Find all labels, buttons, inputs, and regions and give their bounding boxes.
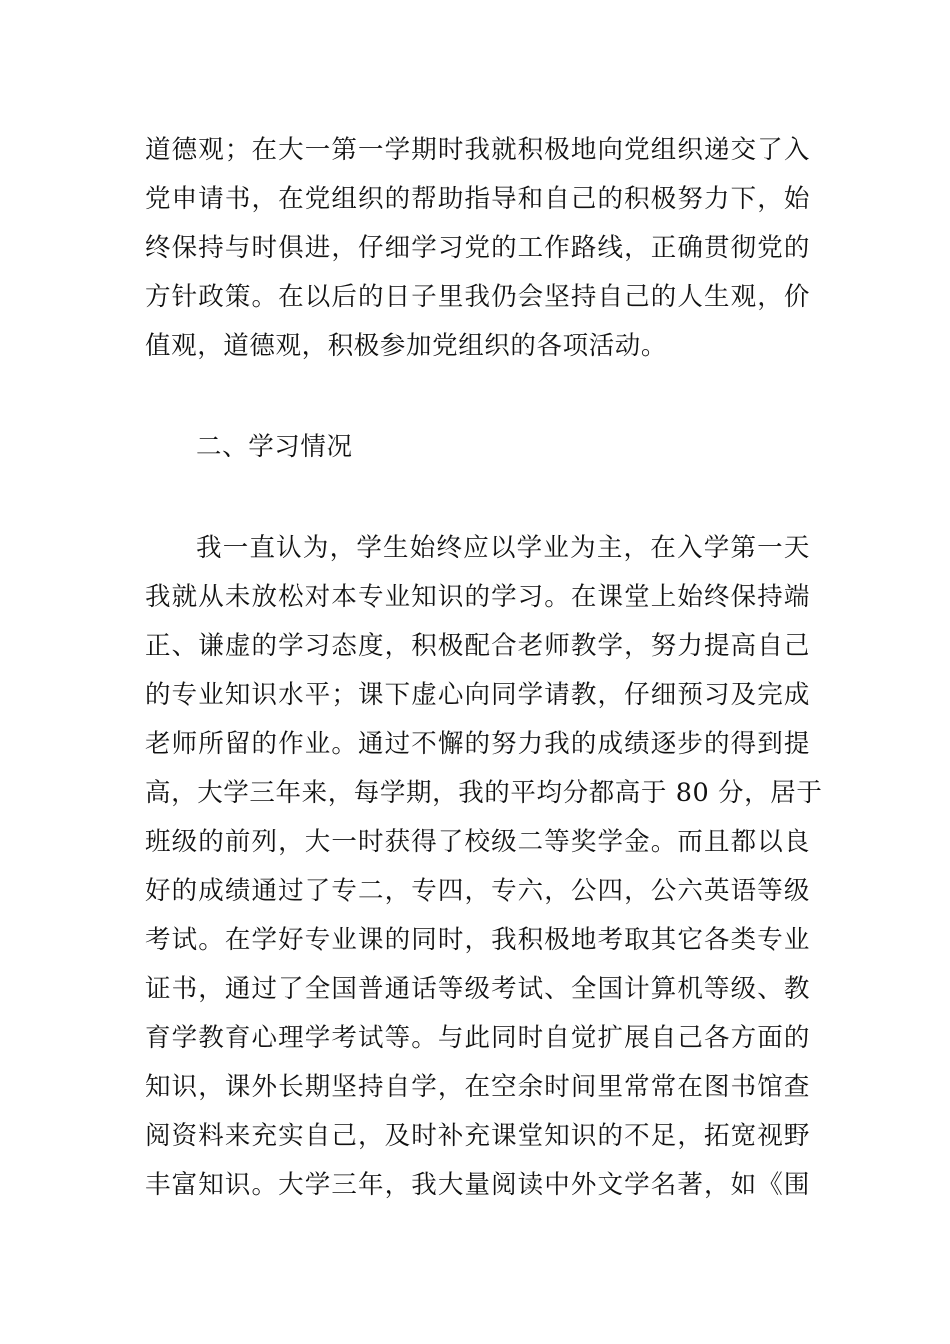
paragraph-line: 班级的前列，大一时获得了校级二等奖学金。而且都以良: [145, 827, 810, 857]
paragraph-line: 我就从未放松对本专业知识的学习。在课堂上始终保持端: [145, 582, 810, 612]
paragraph-line: 育学教育心理学考试等。与此同时自觉扩展自己各方面的: [145, 1023, 810, 1053]
paragraph-line: 知识，课外长期坚持自学，在空余时间里常常在图书馆查: [145, 1072, 810, 1102]
paragraph-line: 党申请书，在党组织的帮助指导和自己的积极努力下，始: [145, 184, 810, 214]
paragraph-line: 的专业知识水平；课下虚心向同学请教，仔细预习及完成: [145, 680, 810, 710]
paragraph-line: 道德观；在大一第一学期时我就积极地向党组织递交了入: [145, 135, 810, 165]
paragraph-line: 终保持与时俱进，仔细学习党的工作路线，正确贯彻党的: [145, 233, 810, 263]
paragraph-line: 阅资料来充实自己，及时补充课堂知识的不足，拓宽视野: [145, 1121, 810, 1151]
paragraph-line: 正、谦虚的学习态度，积极配合老师教学，努力提高自己: [145, 631, 810, 661]
section-heading: 二、学习情况: [196, 432, 353, 462]
paragraph-line: 考试。在学好专业课的同时，我积极地考取其它各类专业: [145, 925, 810, 955]
paragraph-line: 丰富知识。大学三年，我大量阅读中外文学名著，如《围: [145, 1170, 810, 1200]
paragraph-line: 好的成绩通过了专二，专四，专六，公四，公六英语等级: [145, 876, 810, 906]
paragraph-line: 老师所留的作业。通过不懈的努力我的成绩逐步的得到提: [145, 729, 810, 759]
paragraph-line: 高，大学三年来，每学期，我的平均分都高于 80 分，居于: [145, 778, 823, 808]
paragraph-line: 方针政策。在以后的日子里我仍会坚持自己的人生观，价: [145, 282, 810, 312]
paragraph-line: 值观，道德观，积极参加党组织的各项活动。: [145, 331, 668, 361]
paragraph-line: 证书，通过了全国普通话等级考试、全国计算机等级、教: [145, 974, 810, 1004]
paragraph-line: 我一直认为，学生始终应以学业为主，在入学第一天: [196, 533, 810, 563]
